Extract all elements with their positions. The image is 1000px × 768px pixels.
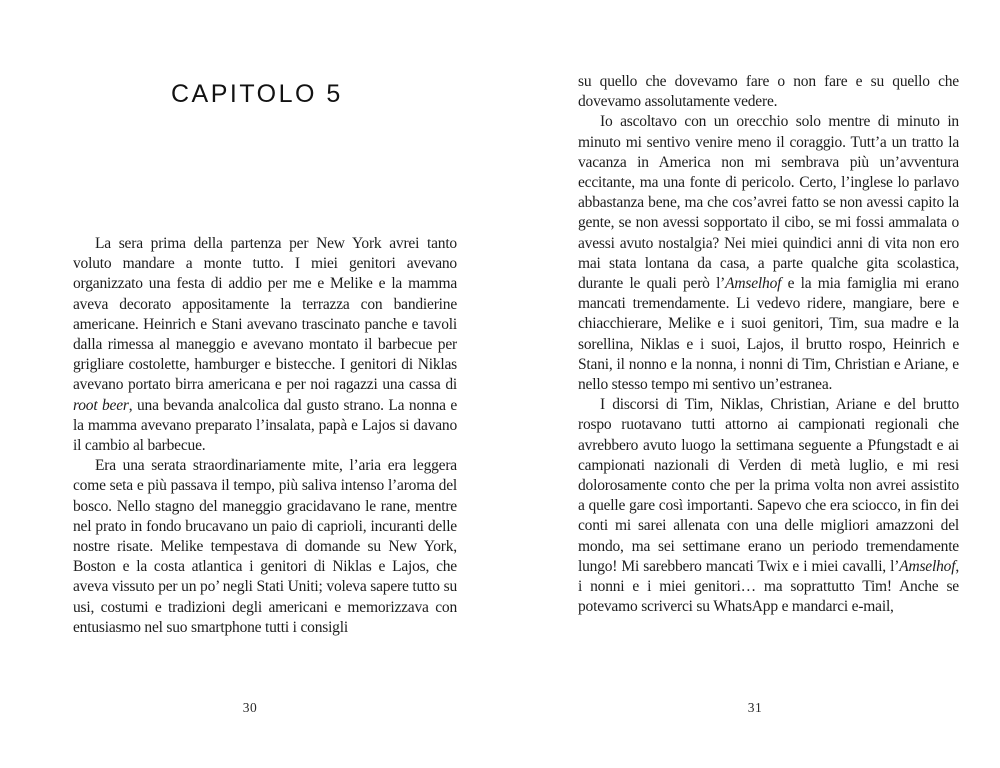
italic-text-run: Amselhof — [725, 275, 782, 293]
italic-text-run: root beer — [73, 396, 129, 414]
left-page-text-block — [73, 234, 457, 686]
text-run: , i nonni e i miei genitori… ma soprattutto Tim! Anche se potevamo scriverci su WhatsApp e mandarci e-mail, — [578, 557, 959, 616]
paragraph — [578, 395, 959, 617]
italic-text-run: Amselhof — [899, 557, 956, 575]
paragraph — [578, 112, 959, 395]
text-run: La sera prima della partenza per New York avrei tanto voluto mandare a monte tutto. I miei genitori avevano organizzato una festa di addio per me e Melike e la mamma aveva decorato appositamente la terrazza con bandierine americane. Heinrich e Stani avevano trascinato panche e tavoli dalla rimessa al maneggio e avevano montato il barbecue per grigliare costolette, hamburger e bistecche. I genitori di Niklas avevano portato birra americana e per noi ragazzi una cassa di — [73, 235, 457, 394]
paragraph — [578, 72, 959, 112]
paragraph — [73, 234, 457, 456]
text-run: e la mia famiglia mi erano mancati tremendamente. Li vedevo ridere, mangiare, bere e chiacchierare, Melike e i suoi genitori, Tim, sua madre e la sorellina, Niklas e i suoi, Lajos, il brutto rospo, Heinrich e Stani, il nonno e la nonna, i nonni di Tim, Christian e Ariane, e nello stesso tempo mi sentivo un’estranea. — [578, 275, 959, 394]
text-run: Io ascoltavo con un orecchio solo mentre di minuto in minuto mi sentivo venire meno il coraggio. Tutt’a un tratto la vacanza in America non mi sembrava più un’avventura eccitante, ma una fonte di pericolo. Certo, l’inglese lo parlavo abbastanza bene, ma che cos’avrei fatto se non avessi capito la gente, se non avessi sopportato il cibo, se mi fossi ammalata o avessi avuto nostalgia? Nei miei quindici anni di vita non ero mai stata lontana da casa, a parte qualche gita scolastica, durante le quali però l’ — [578, 113, 959, 293]
paragraph — [73, 456, 457, 638]
right-page-text-block — [578, 72, 959, 686]
chapter-heading: CAPITOLO 5 — [171, 80, 343, 108]
page-number-left: 30 — [242, 700, 258, 715]
text-run: su quello che dovevamo fare o non fare e su quello che dovevamo assolutamente vedere. — [578, 73, 959, 111]
text-run: I discorsi di Tim, Niklas, Christian, Ariane e del brutto rospo ruotavano tutti attorno ai campionati regionali che avrebbero avuto luogo la settimana seguente a Pfungstadt e ai campionati nazionali di Verden di metà luglio, e mi resi dolorosamente conto che per la prima volta non avrei assistito a quelle gare così importanti. Sapevo che era sciocco, in fin dei conti mi sarei allenata con una delle migliori amazzoni del mondo, ma sei settimane erano un periodo tremendamente lungo! Mi sarebbero mancati Twix e i miei cavalli, l’ — [578, 396, 959, 575]
text-run: , una bevanda analcolica dal gusto strano. La nonna e la mamma avevano preparato l’insalata, papà e Lajos si davano il cambio al barbecue. — [73, 396, 457, 455]
text-run: Era una serata straordinariamente mite, l’aria era leggera come seta e più passava il tempo, più saliva intenso l’aroma del bosco. Nello stagno del maneggio gracidavano le rane, mentre nel prato in fondo brucavano un paio di caprioli, incuranti delle nostre risate. Melike tempestava di domande su New York, Boston e la costa atlantica i genitori di Niklas e Lajos, che aveva vissuto per un po’ negli Stati Uniti; voleva sapere tutto su usi, costumi e tradizioni degli americani e memorizzava con entusiasmo nel suo smartphone tutti i consigli — [73, 457, 457, 636]
page-right — [500, 0, 1000, 768]
page-number-right: 31 — [747, 700, 763, 715]
